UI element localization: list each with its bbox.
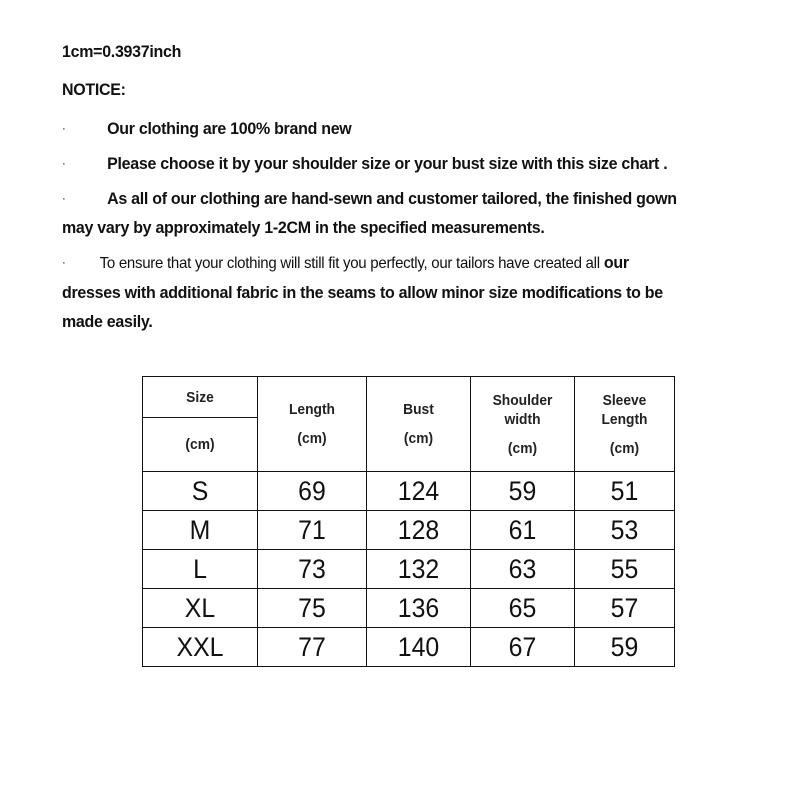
sleeve-value: 57 — [610, 593, 639, 623]
shoulder-header-unit: (cm) — [507, 439, 538, 457]
shoulder-cell — [471, 628, 575, 667]
size-value: XL — [184, 593, 216, 623]
length-value: 73 — [298, 554, 326, 584]
shoulder-cell — [471, 550, 575, 589]
notice-item-hand-sewn — [62, 184, 701, 242]
sleeve-value: 59 — [610, 632, 639, 662]
bust-cell — [367, 511, 471, 550]
sleeve-value: 51 — [610, 476, 639, 506]
shoulder-header-label-2: width — [504, 410, 541, 428]
bust-value: 124 — [397, 476, 440, 506]
size-header-label: Size — [186, 388, 214, 406]
sleeve-header-label-2: Length — [601, 410, 648, 428]
bust-header-label: Bust — [403, 401, 434, 418]
size-header-cell — [143, 377, 258, 418]
size-value: M — [189, 515, 211, 545]
length-value: 69 — [298, 476, 326, 506]
size-cell — [143, 589, 258, 628]
bust-cell — [367, 589, 471, 628]
length-value: 71 — [298, 515, 326, 545]
table-row — [143, 550, 675, 589]
size-chart-table — [142, 376, 675, 667]
sleeve-cell — [575, 472, 675, 511]
notice-item-text-line1: As all of our clothing are hand-sewn and customer tailored, the finished gown — [107, 189, 677, 208]
notice-item-text-line1: To ensure that your clothing will still fit you perfectly, our tailors have created all — [99, 255, 600, 272]
length-cell — [258, 550, 367, 589]
shoulder-header-label-1: Shoulder — [492, 391, 553, 409]
notice-item-choose-size — [62, 149, 701, 178]
bust-cell — [367, 628, 471, 667]
shoulder-value: 67 — [508, 632, 537, 662]
bullet-icon: · — [62, 156, 66, 170]
shoulder-value: 61 — [508, 515, 537, 545]
table-row — [143, 628, 675, 667]
sleeve-cell — [575, 550, 675, 589]
size-header-unit: (cm) — [185, 436, 215, 454]
sleeve-cell — [575, 628, 675, 667]
bust-value: 140 — [397, 632, 440, 662]
bullet-icon: · — [62, 191, 66, 205]
sleeve-cell — [575, 511, 675, 550]
notice-item-text: Our clothing are 100% brand new — [107, 119, 352, 138]
notice-item-new — [62, 114, 701, 143]
sleeve-cell — [575, 589, 675, 628]
shoulder-value: 65 — [508, 593, 537, 623]
shoulder-cell — [471, 511, 575, 550]
notice-item-extra-fabric — [62, 248, 701, 336]
shoulder-cell — [471, 472, 575, 511]
bullet-icon: · — [62, 121, 66, 135]
length-cell — [258, 589, 367, 628]
table-row — [143, 511, 675, 550]
length-value: 77 — [298, 632, 326, 662]
length-cell — [258, 511, 367, 550]
size-cell — [143, 628, 258, 667]
sleeve-header-cell — [575, 377, 675, 472]
notice-item-text-line1-end: our — [599, 253, 629, 272]
size-value: L — [193, 554, 207, 584]
bust-cell — [367, 472, 471, 511]
table-row — [143, 589, 675, 628]
size-value: S — [191, 476, 209, 506]
shoulder-value: 59 — [508, 476, 537, 506]
sleeve-header-unit: (cm) — [609, 439, 640, 457]
length-value: 75 — [298, 593, 326, 623]
size-unit-cell — [143, 418, 258, 472]
notice-section — [62, 40, 701, 342]
length-cell — [258, 628, 367, 667]
unit-conversion: 1cm=0.3937inch — [62, 42, 182, 61]
bust-cell — [367, 550, 471, 589]
notice-item-text: Please choose it by your shoulder size or your bust size with this size chart . — [107, 154, 668, 173]
sleeve-header-label-1: Sleeve — [602, 391, 647, 409]
shoulder-header-cell — [471, 377, 575, 472]
bust-header-unit: (cm) — [403, 430, 434, 447]
sleeve-value: 53 — [610, 515, 639, 545]
length-header-unit: (cm) — [297, 430, 327, 447]
bullet-icon: · — [62, 255, 66, 269]
notice-item-text-line3: made easily. — [62, 312, 153, 331]
length-header-cell — [258, 377, 367, 472]
bust-value: 128 — [397, 515, 440, 545]
notice-item-text-line2: dresses with additional fabric in the seams to allow minor size modifications to be — [62, 283, 663, 302]
notice-item-text-line2: may vary by approximately 1-2CM in the specified measurements. — [62, 218, 545, 237]
size-cell — [143, 550, 258, 589]
shoulder-value: 63 — [508, 554, 537, 584]
table-row — [143, 472, 675, 511]
size-value: XXL — [176, 632, 224, 662]
length-header-label: Length — [289, 401, 335, 418]
notice-title: NOTICE: — [62, 80, 126, 99]
bust-header-cell — [367, 377, 471, 472]
bust-value: 132 — [397, 554, 440, 584]
sleeve-value: 55 — [610, 554, 639, 584]
header-row — [143, 377, 675, 418]
size-cell — [143, 511, 258, 550]
size-cell — [143, 472, 258, 511]
shoulder-cell — [471, 589, 575, 628]
length-cell — [258, 472, 367, 511]
bust-value: 136 — [397, 593, 440, 623]
